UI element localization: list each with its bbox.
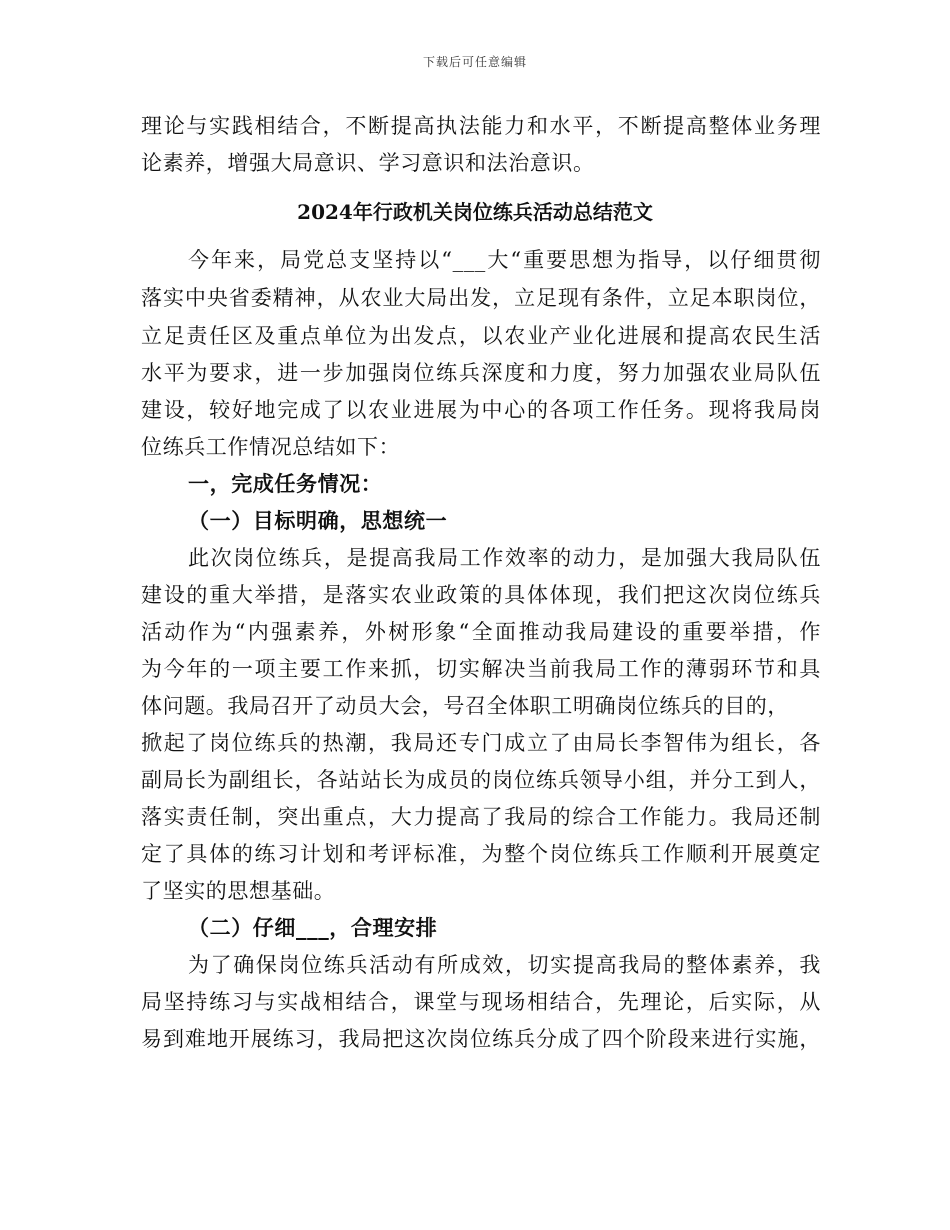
body-line: 活动作为“内强素养，外树形象“全面推动我局建设的重要举措，作 <box>141 620 821 644</box>
body-line: 水平为要求，进一步加强岗位练兵深度和力度，努力加强农业局队伍 <box>141 361 821 385</box>
body-line: 易到难地开展练习，我局把这次岗位练兵分成了四个阶段来进行实施， <box>141 1027 821 1051</box>
document-title: 2024年行政机关岗位练兵活动总结范文 <box>297 200 653 224</box>
page-header: 下载后可任意编辑 <box>422 55 527 69</box>
body-line: 落实中央省委精神，从农业大局出发，立足现有条件，立足本职岗位， <box>141 286 821 310</box>
body-line: 副局长为副组长，各站站长为成员的岗位练兵领导小组，并分工到人， <box>141 768 821 792</box>
body-line: 建设，较好地完成了以农业进展为中心的各项工作任务。现将我局岗 <box>141 398 821 422</box>
body-line: 建设的重大举措，是落实农业政策的具体体现，我们把这次岗位练兵 <box>141 583 821 607</box>
body-line: 理论与实践相结合，不断提高执法能力和水平，不断提高整体业务理 <box>141 114 821 138</box>
body-line: 位练兵工作情况总结如下： <box>141 435 401 459</box>
body-line: 体问题。我局召开了动员大会，号召全体职工明确岗位练兵的目的， <box>141 694 789 718</box>
section-heading: 一，完成任务情况： <box>188 471 383 496</box>
body-line: 立足责任区及重点单位为出发点，以农业产业化进展和提高农民生活 <box>141 324 821 348</box>
body-line: 了坚实的思想基础。 <box>141 879 336 903</box>
paragraph-first-line: 此次岗位练兵，是提高我局工作效率的动力，是加强大我局队伍 <box>188 546 821 570</box>
subsection-heading: （二）仔细___，合理安排 <box>188 915 438 940</box>
subsection-heading: （一）目标明确，思想统一 <box>188 508 448 533</box>
body-line: 论素养，增强大局意识、学习意识和法治意识。 <box>141 151 595 175</box>
body-line: 为今年的一项主要工作来抓，切实解决当前我局工作的薄弱环节和具 <box>141 657 821 681</box>
body-line: 掀起了岗位练兵的热潮，我局还专门成立了由局长李智伟为组长，各 <box>141 731 821 755</box>
paragraph-first-line: 为了确保岗位练兵活动有所成效，切实提高我局的整体素养，我 <box>188 953 821 977</box>
body-line: 定了具体的练习计划和考评标准，为整个岗位练兵工作顺利开展奠定 <box>141 842 821 866</box>
body-line: 局坚持练习与实战相结合，课堂与现场相结合，先理论，后实际，从 <box>141 990 821 1014</box>
body-line: 落实责任制，突出重点，大力提高了我局的综合工作能力。我局还制 <box>141 805 821 829</box>
paragraph-first-line: 今年来，局党总支坚持以“___大“重要思想为指导，以仔细贯彻 <box>188 248 821 272</box>
